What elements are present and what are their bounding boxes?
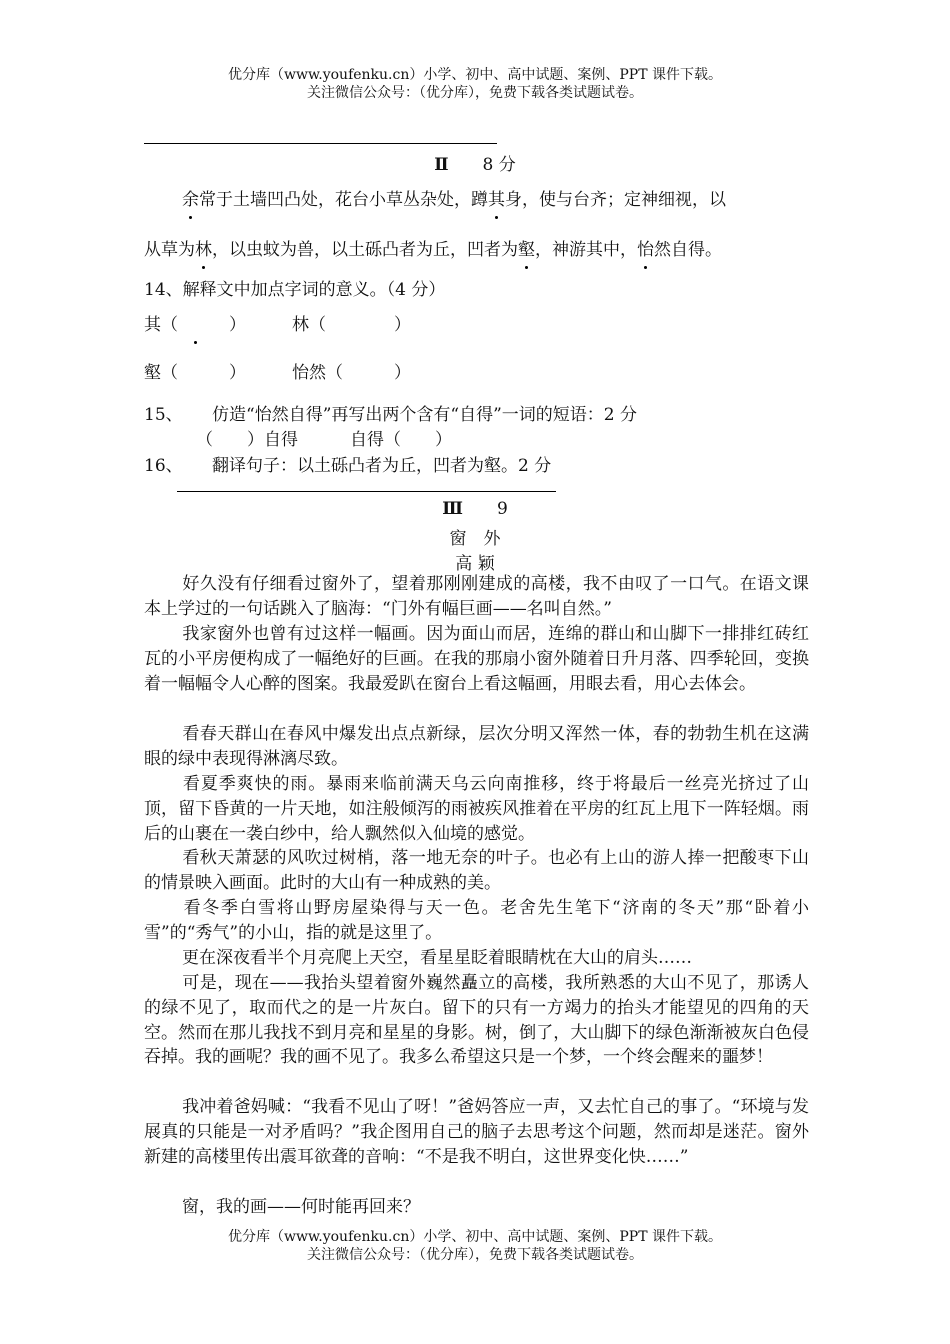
page-header [0, 66, 950, 102]
question-15: 仿造“怡然自得”再写出两个含有“自得”一词的短语：2 分 [212, 405, 637, 425]
dotted-char: 其 [488, 190, 505, 210]
dotted-char: 怡 [637, 240, 654, 260]
article-paragraph: 可是，现在——我抬头望着窗外巍然矗立的高楼，我所熟悉的大山不见了，那诱人的绿不见了，取而代之的是一片灰白。留下的只有一方竭力的抬头才能望见的四角的天空。然而在那儿我找不到月亮和星星的身影。树，倒了，大山脚下的绿色渐渐被灰白色侵吞掉。我的画呢？我的画不见了。我多么希望这只是一个梦，一个终会醒来的噩梦！ [144, 973, 809, 1068]
article-author: 高 颖 [455, 554, 495, 574]
page-footer [0, 1228, 950, 1264]
question-15-blank-1: （ ）自得 [196, 430, 298, 450]
header-line-1: 优分库（www.youfenku.cn）小学、初中、高中试题、案例、PPT 课件下载。 [227, 67, 722, 83]
article-paragraph: 更在深夜看半个月亮爬上天空，看星星眨着眼睛枕在大山的肩头…… [182, 948, 692, 968]
divider-rule [144, 143, 497, 144]
blank-lin: 林（ ） [292, 315, 411, 335]
section-2-heading [0, 150, 950, 175]
article-paragraph: 我冲着爸妈喊：“我看不见山了呀！”爸妈答应一声，又去忙自己的事了。“环境与发展真的只能是一对矛盾吗？”我企图用自己的脑子去思考这个问题，然而却是迷茫。窗外新建的高楼里传出震耳欲聋的音响：“不是我不明白，这世界变化快……” [144, 1097, 809, 1167]
dotted-char: 壑 [518, 240, 535, 260]
article-paragraph: 看秋天萧瑟的风吹过树梢，落一地无奈的叶子。也必有上山的游人捧一把酸枣下山的情景映入画面。此时的大山有一种成熟的美。 [144, 848, 809, 893]
question-15-blank-2: 自得（ ） [350, 430, 452, 450]
section-3-numeral: Ⅲ [442, 499, 463, 519]
article-paragraph: 看夏季爽快的雨。暴雨来临前满天乌云向南推移，终于将最后一丝亮光挤过了山顶，留下昏黄的一片天地，如注般倾泻的雨被疾风推着在平房的红瓦上甩下一阵轻烟。雨后的山裹在一袭白纱中，给人飘然似入仙境的感觉。 [144, 774, 809, 844]
footer-line-2: 关注微信公众号：（优分库），免费下载各类试题试卷。 [307, 1247, 643, 1263]
article-paragraph: 我家窗外也曾有过这样一幅画。因为面山而居，连绵的群山和山脚下一排排红砖红瓦的小平房便构成了一幅绝好的巨画。在我的那扇小窗外随着日升月落、四季轮回，变换着一幅幅令人心醉的图案。我最爱趴在窗台上看这幅画，用眼去看，用心去体会。 [144, 624, 809, 694]
blank-he: 壑（ ） [144, 363, 246, 383]
question-16: 翻译句子：以土砾凸者为丘，凹者为壑。2 分 [212, 456, 552, 476]
section-2-score: 8 分 [482, 155, 516, 175]
header-line-2: 关注微信公众号：（优分库），免费下载各类试题试卷。 [307, 85, 643, 101]
classical-text-line-1: 余常于土墙凹凸处，花台小草丛杂处，蹲其身，使与台齐；定神细视，以 [182, 190, 726, 210]
section-2-numeral: Ⅱ [434, 155, 449, 175]
section-3-score: 9 [496, 499, 508, 519]
question-14: 14、解释文中加点字词的意义。（4 分） [144, 280, 446, 300]
article-title: 窗 外 [449, 529, 501, 549]
article-paragraph: 看冬季白雪将山野房屋染得与天一色。老舍先生笔下“济南的冬天”那“卧着小雪”的“秀气”的小山，指的就是这里了。 [144, 898, 809, 943]
classical-text-line-2: 从草为林，以虫蚊为兽，以土砾凸者为丘，凹者为壑，神游其中，怡然自得。 [144, 240, 722, 260]
article-paragraph: 窗，我的画——何时能再回来？ [182, 1197, 420, 1217]
section-3-heading [0, 499, 950, 519]
article-paragraph: 看春天群山在春风中爆发出点点新绿，层次分明又浑然一体，春的勃勃生机在这满眼的绿中表现得淋漓尽致。 [144, 724, 809, 769]
dotted-char: 余 [182, 190, 199, 210]
blank-qi: 其（ ） [144, 315, 246, 335]
footer-line-1: 优分库（www.youfenku.cn）小学、初中、高中试题、案例、PPT 课件下载。 [227, 1229, 722, 1245]
question-15-number: 15、 [144, 405, 183, 425]
dotted-char: 林 [195, 240, 212, 260]
divider-rule [177, 491, 556, 492]
question-16-number: 16、 [144, 456, 183, 476]
article-paragraph: 好久没有仔细看过窗外了，望着那刚刚建成的高楼，我不由叹了一口气。在语文课本上学过的一句话跳入了脑海：“门外有幅巨画——名叫自然。” [144, 574, 809, 619]
blank-yiran: 怡然（ ） [292, 363, 411, 383]
